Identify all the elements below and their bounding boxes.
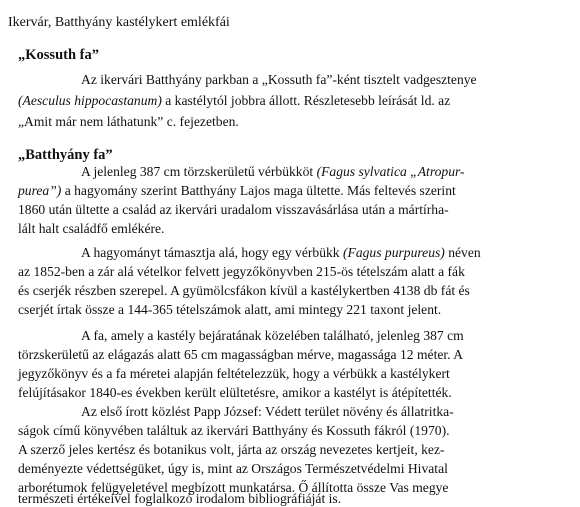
paragraph-line: felújításakor 1840-es években került elültetésre, amikor a kastélyt is átépítették. <box>18 385 452 400</box>
paragraph-line: az 1852-ben a zár alá vételkor felvett jegyzőkönyvben 215-ös tételszám alatt a fák <box>18 264 465 279</box>
paragraph-line: cserjét írtak össze a 144-365 tételszámok alatt, ami mintegy 221 taxont jelent. <box>18 302 442 317</box>
paragraph-line: A fa, amely a kastély bejáratának közelében található, jelenleg 387 cm <box>81 328 464 343</box>
section-heading-kossuth: „Kossuth fa” <box>18 47 99 63</box>
paragraph-line: deményezte védettségüket, úgy is, mint az Országos Természetvédelmi Hivatal <box>18 461 448 476</box>
page-title: Ikervár, Batthyány kastélykert emlékfái <box>8 15 230 30</box>
paragraph-line: purea”) a hagyomány szerint Batthyány Lajos maga ültette. Más feltevés szerint <box>18 183 456 198</box>
paragraph-line: A szerző jeles kertész és botanikus volt, járta az ország nevezetes kertjeit, kez- <box>18 442 445 457</box>
paragraph-line: lált halt családfő emlékére. <box>18 221 165 236</box>
paragraph-line: jegyzőkönyv és a fa méretei alapján feltételezzük, hogy a vérbükk a kastélykert <box>18 366 450 381</box>
paragraph-line: törzskerületű az elágazás alatt 65 cm magasságban mérve, magassága 12 méter. A <box>18 347 464 362</box>
paragraph-line: Az ikervári Batthyány parkban a „Kossuth fa”-ként tisztelt vadgesztenye <box>81 72 477 87</box>
paragraph-line: „Amit már nem láthatunk” c. fejezetben. <box>18 114 239 129</box>
paragraph-line: A hagyományt támasztja alá, hogy egy vérbükk (Fagus purpureus) néven <box>81 245 481 260</box>
paragraph-line: természeti értékeivel foglalkozó irodalom bibliográfiáját is. <box>18 491 342 506</box>
paragraph-line: Az első írott közlést Papp József: Védett terület növény és állatritka- <box>81 404 454 419</box>
paragraph-line: A jelenleg 387 cm törzskerületű vérbükköt (Fagus sylvatica „Atropur- <box>81 164 465 179</box>
paragraph-line: ságok című könyvében találtuk az ikervári Batthyány és Kossuth fákról (1970). <box>18 423 450 438</box>
paragraph-line: és cserjék részben szerepel. A gyümölcsfákon kívül a kastélykertben 4138 db fát és <box>18 283 470 298</box>
section-heading-batthyany: „Batthyány fa” <box>18 147 113 163</box>
paragraph-line: 1860 után ültette a család az ikervári uradalom visszavásárlása után a mártírha- <box>18 202 449 217</box>
paragraph-line: (Aesculus hippocastanum) a kastélytól jobbra állott. Részletesebb leírását ld. az <box>18 93 451 108</box>
paragraph-line: arborétumok felügyeletével megbízott munkatársa. Ő állította össze Vas megye <box>18 480 449 495</box>
